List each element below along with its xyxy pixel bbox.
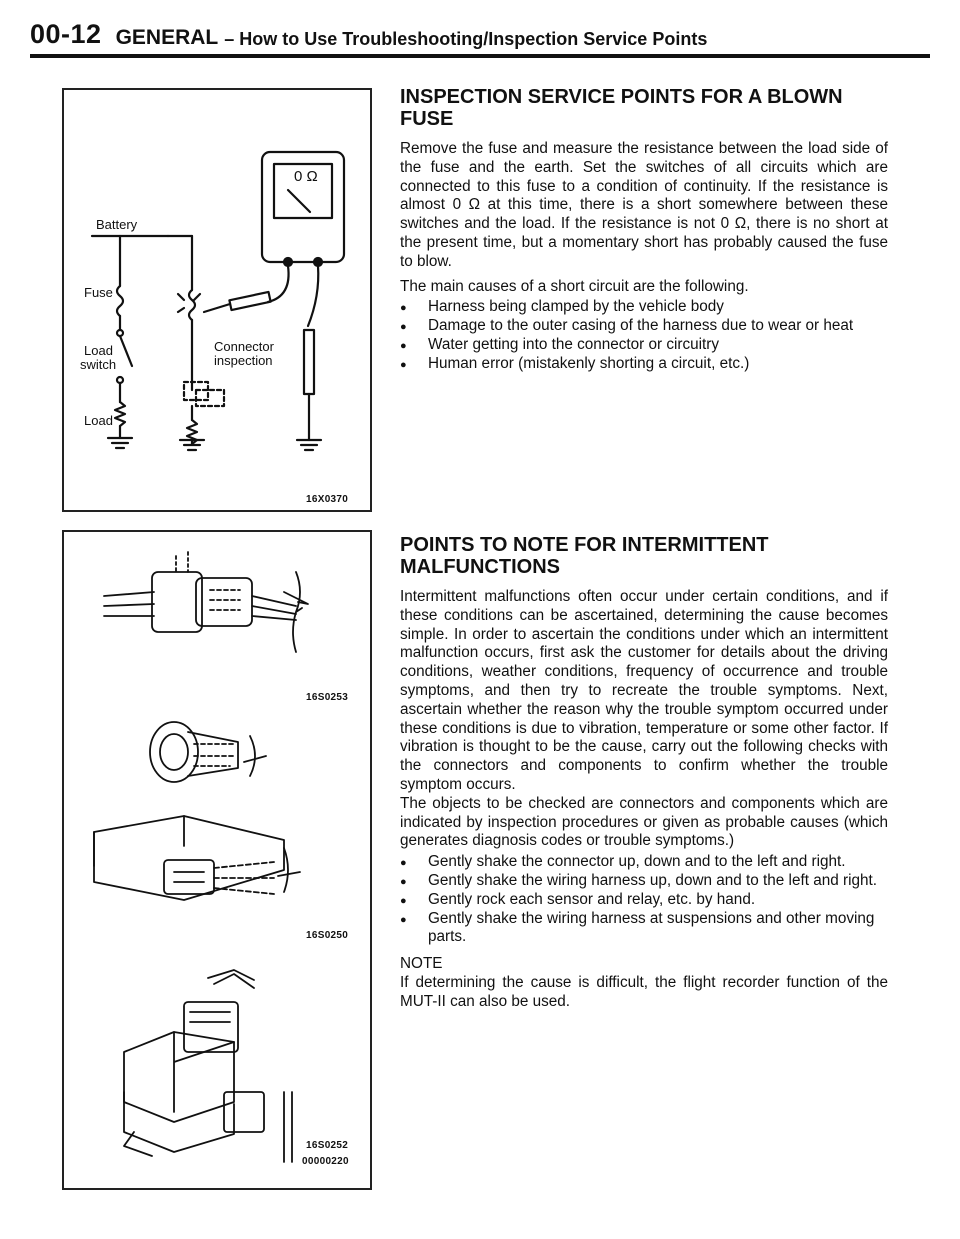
blown-fuse-section	[400, 86, 888, 374]
list-item: ● Gently shake the wiring harness up, down and to the left and right.	[400, 872, 888, 891]
battery-label: Battery	[96, 217, 138, 232]
list-item: ● Water getting into the connector or circuitry	[400, 336, 888, 355]
connector-illustrations	[64, 532, 374, 1192]
connector-label-1: Connector	[214, 339, 274, 354]
fuse-label: Fuse	[84, 285, 113, 300]
fuse-circuit-figure	[62, 88, 372, 512]
fuse-circuit-diagram	[64, 90, 374, 514]
page-number: 00-12	[30, 19, 102, 49]
list-item: ● Gently shake the connector up, down and to the left and right.	[400, 853, 888, 872]
cause-list	[400, 298, 888, 373]
subsection-title: – How to Use Troubleshooting/Inspection Service Points	[224, 29, 708, 49]
meter-reading: 0 Ω	[294, 168, 318, 185]
connector-label-2: inspection	[214, 353, 273, 368]
section-body: Remove the fuse and measure the resistance between the load side of the fuse and the earth. Set the switches of all circuits which are connected to this fuse to a condition of continuity. If the resistance is almost 0 Ω at this time, there is a short somewhere between these switches and the load. If the resistance is not 0 Ω, there is no short at the present time, but a momentary short has probably caused the fuse to blow.	[400, 140, 888, 270]
figure-code: 00000220	[302, 1156, 349, 1167]
section-heading: POINTS TO NOTE FOR INTERMITTENT MALFUNCTIONS	[400, 534, 769, 578]
section-body: Intermittent malfunctions often occur under certain conditions, and if these conditions can be ascertained, determining the cause becomes simple. In order to ascertain the conditions under which an intermittent malfunction occurs, first ask the customer for details about the driving conditions, weather conditions, frequency of occurrence and trouble symptoms, and then try to recreate the trouble symptoms. Next, ascertain whether the reason why the trouble symptom occurred under these conditions is due to vibration, temperature or some other factor. If vibration is thought to be the cause, carry out the following checks with the connectors and components to confirm whether the trouble symptom occurs.	[400, 588, 888, 793]
list-item: ● Gently shake the wiring harness at suspensions and other moving parts.	[400, 910, 888, 948]
section-title: GENERAL	[115, 26, 219, 49]
connector-check-figure	[62, 530, 372, 1190]
section-heading: INSPECTION SERVICE POINTS FOR A BLOWN FUSE	[400, 86, 843, 130]
note-body: If determining the cause is difficult, the flight recorder function of the MUT-II can also be used.	[400, 973, 888, 1010]
list-item: ● Human error (mistakenly shorting a circuit, etc.)	[400, 355, 888, 374]
note-title: NOTE	[400, 955, 443, 973]
figure-code: 16S0253	[306, 692, 349, 703]
page-header	[30, 19, 930, 58]
section-intro: The main causes of a short circuit are the following.	[400, 277, 749, 295]
list-item: ● Damage to the outer casing of the harness due to wear or heat	[400, 317, 888, 336]
list-item: ● Harness being clamped by the vehicle body	[400, 298, 888, 317]
figure-code: 16X0370	[306, 494, 349, 505]
load-switch-label-1: Load	[84, 343, 113, 358]
check-list	[400, 853, 888, 947]
figure-code: 16S0250	[306, 930, 349, 941]
section-body: The objects to be checked are connectors and components which are indicated by inspection procedures or given as probable causes (which generates diagnosis codes or trouble symptoms.)	[400, 794, 888, 850]
list-item: ● Gently rock each sensor and relay, etc. by hand.	[400, 891, 888, 910]
figure-code: 16S0252	[306, 1140, 349, 1151]
load-label: Load	[84, 413, 113, 428]
load-switch-label-2: switch	[80, 357, 117, 372]
intermittent-malfunction-section	[400, 534, 888, 1012]
